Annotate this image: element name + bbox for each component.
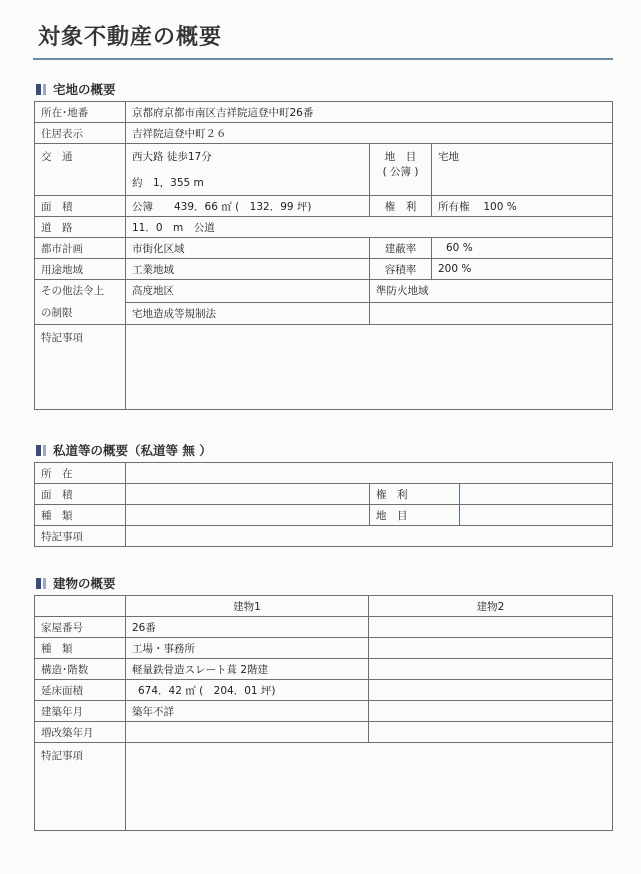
table-row (35, 102, 613, 123)
land-section-heading (36, 80, 116, 98)
page-title: 対象不動産の概要 (38, 25, 223, 50)
pr-chimoku-value (460, 505, 613, 526)
table-row (35, 743, 613, 831)
section-marker-icon (36, 578, 41, 589)
table-row (35, 217, 613, 238)
zoning-value: 工業地域 (126, 259, 370, 280)
far-label: 容積率 (370, 259, 432, 280)
pr-rights-value (460, 484, 613, 505)
bldg-type-label: 種 類 (35, 638, 126, 659)
table-row (35, 484, 613, 505)
area-label: 面 積 (35, 196, 126, 217)
building-section-heading (36, 574, 116, 592)
coverage-value: 60 % (432, 238, 613, 259)
city-plan-label: 都市計画 (35, 238, 126, 259)
structure-label: 構造･階数 (35, 659, 126, 680)
other-restrictions-label: その他法令上 の制限 (35, 280, 126, 325)
address-label: 所在･地番 (35, 102, 126, 123)
table-row (35, 596, 613, 617)
zoning-label: 用途地域 (35, 259, 126, 280)
private-road-heading-text: 私道等の概要（私道等 無 ） (53, 443, 212, 458)
renovated-value (126, 722, 369, 743)
road-value: 11．0 m 公道 (126, 217, 613, 238)
land-table (34, 101, 613, 410)
traffic-value (126, 144, 370, 196)
far-value: 200 % (432, 259, 613, 280)
pr-chimoku-label: 地 目 (370, 505, 460, 526)
table-row (35, 196, 613, 217)
building-col2-header: 建物2 (369, 596, 613, 617)
land-heading-text: 宅地の概要 (53, 82, 116, 97)
structure-value-2 (369, 659, 613, 680)
chimoku-value: 宅地 (432, 144, 613, 196)
table-row (35, 463, 613, 484)
rights-value: 所有権 100 % (432, 196, 613, 217)
other-value-height-district: 高度地区 (126, 280, 370, 303)
table-row (35, 505, 613, 526)
land-notes-label: 特記事項 (35, 325, 126, 410)
table-row (35, 325, 613, 410)
bldg-type-value: 工場・事務所 (126, 638, 369, 659)
renovated-value-2 (369, 722, 613, 743)
building-table (34, 595, 613, 831)
building-heading-text: 建物の概要 (53, 576, 116, 591)
table-row (35, 144, 613, 196)
pr-notes-value (126, 526, 613, 547)
traffic-label: 交 通 (35, 144, 126, 196)
bldg-type-value-2 (369, 638, 613, 659)
pr-type-label: 種 類 (35, 505, 126, 526)
table-row (35, 638, 613, 659)
residence-label: 住居表示 (35, 123, 126, 144)
pr-area-value (126, 484, 370, 505)
section-marker-icon (36, 445, 41, 456)
private-road-section-heading (36, 441, 212, 459)
pr-area-label: 面 積 (35, 484, 126, 505)
table-row (35, 280, 613, 303)
traffic-line1: 西大路 徒歩17分 (132, 151, 212, 163)
table-row (35, 617, 613, 638)
title-divider (33, 58, 613, 60)
other-value-empty (370, 302, 613, 325)
pr-rights-label: 権 利 (370, 484, 460, 505)
house-no-label: 家屋番号 (35, 617, 126, 638)
building-header-blank (35, 596, 126, 617)
built-value: 築年不詳 (126, 701, 369, 722)
floor-area-label: 延床面積 (35, 680, 126, 701)
rights-label: 権 利 (370, 196, 432, 217)
pr-type-value (126, 505, 370, 526)
residence-value: 吉祥院這登中町２６ (126, 123, 613, 144)
land-notes-value (126, 325, 613, 410)
bldg-notes-value (126, 743, 613, 831)
coverage-label: 建蔽率 (370, 238, 432, 259)
table-row (35, 238, 613, 259)
built-value-2 (369, 701, 613, 722)
house-no-value: 26番 (126, 617, 369, 638)
floor-area-value: 674．42 ㎡ ( 204．01 坪) (126, 680, 369, 701)
other-value-fire-zone: 準防火地域 (370, 280, 613, 303)
chimoku-label: 地 目 ( 公簿 ) (370, 144, 432, 196)
area-value: 公簿 439．66 ㎡ ( 132．99 坪) (126, 196, 370, 217)
city-plan-value: 市街化区域 (126, 238, 370, 259)
table-row (35, 259, 613, 280)
structure-value: 軽量鉄骨造スレート葺 2階建 (126, 659, 369, 680)
other-value-grading-law: 宅地造成等規制法 (126, 302, 370, 325)
built-label: 建築年月 (35, 701, 126, 722)
building-col1-header: 建物1 (126, 596, 369, 617)
section-marker-icon (36, 84, 41, 95)
floor-area-value-2 (369, 680, 613, 701)
road-label: 道 路 (35, 217, 126, 238)
bldg-notes-label: 特記事項 (35, 743, 126, 831)
table-row (35, 701, 613, 722)
pr-location-value (126, 463, 613, 484)
table-row (35, 680, 613, 701)
traffic-line2: 約 1，355 m (132, 177, 204, 189)
pr-location-label: 所 在 (35, 463, 126, 484)
renovated-label: 増改築年月 (35, 722, 126, 743)
house-no-value-2 (369, 617, 613, 638)
private-road-table (34, 462, 613, 547)
table-row (35, 722, 613, 743)
pr-notes-label: 特記事項 (35, 526, 126, 547)
table-row (35, 123, 613, 144)
table-row (35, 526, 613, 547)
table-row (35, 659, 613, 680)
address-value: 京都府京都市南区吉祥院這登中町26番 (126, 102, 613, 123)
